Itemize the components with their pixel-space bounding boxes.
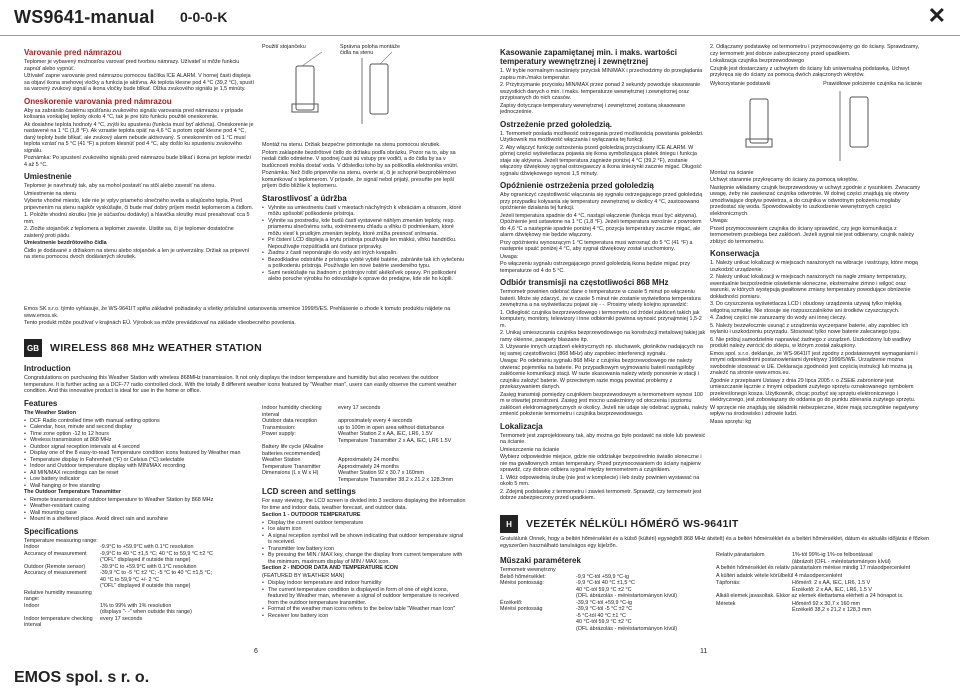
- paragraph: Montáž na stenu. Držiak bezpečne primontujte na stenu pomocou skrutiek.: [262, 142, 441, 148]
- heading: Opóźnienie ostrzeżenia przed gołoledzią: [500, 181, 654, 190]
- list-item: • The current temperature condition is displayed in form of one of eight icons, featured by Weather man, whenever a signal of outdoor temperature is received from the outdoor temperature transmitter.: [262, 587, 468, 607]
- paragraph: Montaż na ścianie: [710, 169, 754, 176]
- paragraph: For easy viewing, the LCD screen is divided into 3 sections displaying the information for time and indoor data, weather forecast, and outdoor data.: [262, 498, 466, 511]
- list-item: • Display the current outdoor temperature: [262, 520, 468, 527]
- hu-left-column: [500, 552, 712, 648]
- paragraph: Uwaga:: [710, 218, 729, 224]
- list-item: • Format of the weather man icons refers to the below table "Weather man Icon": [262, 606, 468, 613]
- paragraph: Po włączeniu sygnału ostrzegającego przed gołoledzią ikona będzie migać przy temperaturze od 4 do 5 °C.: [500, 261, 690, 274]
- heading: Introduction: [24, 364, 71, 373]
- list-item: • Vyhnite sa umiestneniu častí v miestach náchylných k vibráciám a otrasom, ktoré môžu spôsobiť poškodenie prístroja.: [262, 205, 466, 218]
- page-number: 6: [254, 648, 258, 655]
- paragraph: Poznámka: Než čidlo pripevníte na stenu, overte si, či je schopné bezproblémovo komunikovať s teplomerom. V prípade, že signál nebol prijatý, presuňte pre lepší príjem čidlo bližšie k teplomeru.: [262, 170, 457, 189]
- spec-cell: 1%-tól 99%-ig 1%-os felbontással: [792, 552, 873, 558]
- paragraph: Przed przymocowaniem czujnika do ściany sprawdzić, czy jego komunikacja z termometrem przebiega bez zakłóceń. Jeżeli sygnał nie jest odbierany, czujnik należy zbliżyć do termometru.: [710, 225, 914, 245]
- paragraph: Lokalizacja czujnika bezprzewodowego: [710, 58, 805, 64]
- paragraph: 2. Unikaj umieszczania czujnika bezprzewodowego na konstrukcji metalowej takiej jak ramy okienne, parapety blaszane itp.: [500, 330, 706, 343]
- list-item: • Transmitter low battery icon: [262, 546, 468, 553]
- sk-column: [24, 44, 254, 334]
- care-list: [262, 205, 466, 283]
- heading: Umiestnenie: [24, 172, 72, 181]
- stand-figure: [262, 44, 458, 134]
- paragraph: Jeżeli temperatura spadnie do 4 °C, nastąpi włączenie (funkcja musi być aktywna). Opóźnienie jest ustawione na 1 °C (1,8 °F). Jeżeli temperatura wzrośnie z powrotem do 4,6 °C a następnie spadnie poniżej 4 °C, pozycja temperatury zacznie migać, ale alarm dźwiękowy nie będzie włączony.: [500, 212, 702, 238]
- paragraph: Teplomer je vybavený možnosťou varovať pred tvorbou námrazy. Užívateľ si môže funkciu zapnúť alebo vypnúť.: [24, 59, 240, 72]
- list-item: • Time zone option -12 to 12 hours: [24, 431, 256, 438]
- paragraph: Zapisy dotyczące temperatury wewnętrznej i zewnętrznej zostaną skasowane jednocześnie.: [500, 102, 686, 115]
- manual-title: WS9641-manual: [14, 7, 155, 27]
- list-item: • Vyhnite sa prostrediu, kde budú časti vystavené náhlym zmenám teploty, resp. priamemu slnečnému svitu, extrémnemu chladu a vlhku či podmienkam, ktoré môžu viesť k prudkým zmenám teploty, ktoré znížia presnosť snímania.: [262, 218, 466, 238]
- paragraph: Uchwyt starannie przykręcamy do ściany za pomocą wkrętów.: [710, 177, 858, 183]
- spec-cell: Mérési pontosság:: [500, 580, 545, 586]
- spec-cell: Mérési pontosság: [500, 606, 543, 612]
- spec-cell: (OFL ábrázolás - méréstartományon kívül): [576, 625, 678, 632]
- hu-right-column: [716, 552, 932, 648]
- paragraph: Następnie wkładamy czujnik bezprzewodowy w uchwyt zgodnie z rysunkiem. Zwracamy uwagę, żeby nie zawieszać czujnika odwrotnie. W dolnej części znajdują się otwory umożliwiające dopływ powietrza, a do czujnika w odwrotnym położeniu mogłaby przedostać się woda. Spowodowałoby to uszkodzenie wewnętrznych części elektronicznych.: [710, 184, 921, 217]
- feature-list: [24, 418, 256, 490]
- spec-row: [24, 616, 256, 629]
- paragraph: Umiestnenie bezdrôtového čidla: [24, 240, 107, 246]
- figure-label: Wykorzystanie podstawki: [710, 80, 771, 87]
- paragraph: 2. Przytrzymanie przycisku MIN/MAX przez ponad 2 sekundy powoduje skasowanie wszystkich danych o min. i maks. temperaturze wewnętrznej i zewnętrznej oraz przypisanych do nich czasów.: [500, 82, 701, 101]
- spec-cell: Temperature Transmitter 2 x AA, IEC, LR6 1.5V: [338, 437, 452, 444]
- paragraph: Termometr jest zaprojektowany tak, aby można go było postawić na stole lub powiesić na ścianie.: [500, 432, 706, 445]
- pl-right-column: [710, 44, 922, 512]
- spec-table: [24, 538, 256, 629]
- manual-code: 0-0-0-K: [180, 9, 228, 25]
- list-item: • Wall hanging or free standing: [24, 483, 256, 490]
- paragraph: Uwaga:: [500, 253, 519, 260]
- spec-cell: approximately every 4 seconds: [338, 418, 413, 424]
- spec-cell: Érzékelő: 2 x AA, IEC, LR6, 1.5 V: [792, 586, 872, 593]
- subheading: Section 2 - INDOOR DATA AND TEMPERATURE ICON: [262, 565, 398, 571]
- sensor-drawing-icon: [262, 44, 458, 134]
- paragraph: Ak dosiahne teplota hodnoty 4 °C, zvýši ku spusteniu (funkcia musí byť aktívna). Oneskorenie je nastavené na 1 °C (1,8 °F). Ak vzrastie teplota opäť na 4,6 °C a potom opäť klesne pod 4 °C, daný teploty bude blikať, ale zvukový alarm nebude aktivovaný. S oneskorením od 1 °C musí teplota vzrásť na 5 °C (41 °F) a potom klesnúť pod 4 °C, aby došlo ku spusteniu zvukového signálu.: [24, 121, 254, 154]
- list-item: • Wall mounting case: [24, 510, 256, 517]
- paragraph: 2. Aby włączyć funkcję ostrzeżenia przed gołoledzią przyciskamy ICE ALARM. W górnej części wyświetlacza pojawia się ikona symbolizująca płatek śniegu i funkcja staje się aktywna. Jeżeli temperatura zagnieże poniżej 4 °C (39,2 °F), zostanie włączony dźwiękowy sygnał ostrzegawczy a ikona śnieżynki zacznie migać. Długość sygnału dźwiękowego wynosi 1,5 minuty.: [500, 144, 702, 177]
- paragraph: W sprzęcie nie znajdują się składniki niebezpieczne, które mają szczególnie negatywny wpływ na środowisko i zdrowie ludzi.: [710, 404, 919, 417]
- spec-cell: -39,9 °C-tól +59,9 °C-ig: [576, 599, 632, 606]
- section1-list: [262, 520, 468, 566]
- spec-cell: Temperature measuring range:: [24, 537, 98, 544]
- spec-cell: Indoor: [24, 544, 40, 550]
- paragraph: 2. Zložte stojanček z teplomera a teplomer zaveste. Uistite sa, či je teplomer dostatočne zaistený proti pádu.: [24, 226, 234, 239]
- heading: Features: [24, 399, 58, 408]
- list-item: • Ice alarm icon: [262, 526, 468, 533]
- paragraph: 1. Položte vhodnú skrutku (nie je súčasťou dodávky) a hlavička skrutky musí presahovať cca 5 mm.: [24, 212, 250, 225]
- spec-cell: (ábrázolt (OFL - méréstartományon kívül): [792, 558, 891, 565]
- paragraph: Potom zaklapnite bezdrôtové čidlo do držiaku podľa obrázku. Pozor na to, aby sa nedali čidlo odmietne. V spodnej časti sú vstupy pre vodiči, a do čidla by sa v budúcnosti mohla dostať voda. V dôsledku toho by sa poškodila elektronika vnútri.: [262, 149, 459, 169]
- spec-cell: [262, 477, 338, 484]
- paragraph: 2. Zdejmij podstawkę z termometru i zawieś termometr. Sprawdź, czy termometr jest dobrze zabezpieczony przed upadkiem.: [500, 488, 702, 501]
- paragraph: Alkáli elemek javasoltak. Ekkor az elemek élettartama elérheti a 24 hónapot is.: [716, 593, 904, 599]
- paragraph: 4. Żadnej części nie zanurzamy do wody ani innej cieczy.: [710, 315, 847, 321]
- spec-row: [262, 444, 468, 457]
- list-item: • A signal reception symbol will be shown indicating that outdoor temperature signal is received.: [262, 533, 468, 546]
- spec-cell: Transmission:: [262, 424, 296, 431]
- paragraph: 2. Odłączamy podstawkę od termometru i przymocowujemy go do ściany. Sprawdzamy, czy termometr jest dobrze zabezpieczony przed upadkiem.: [710, 44, 920, 57]
- list-item: • Display indoor temperature and indoor humidity: [262, 580, 468, 587]
- spec-cell: Battery life cycle (Alkaline batteries recommended): [262, 444, 324, 457]
- heading: LCD screen and settings: [262, 487, 356, 496]
- paragraph: Tento produkt môže používať v krajinách EÚ. Výrobok sa môže prevádzkovať na základe všeobecného povolenia.: [24, 320, 296, 326]
- gb-specs-column: [262, 405, 468, 645]
- paragraph: Zgodnie z przepisami Ustawy z dnia 29 lipca 2005 r. o ZSEiE zabronione jest umieszczanie łącznie z innymi odpadami zużytego sprzętu oznakowanego symbolem przekreślonego kosza. Użytkownik, chcąc pozbyć się sprzętu elektronicznego i elektrycznego, jest zobowiązany do oddania go do punktu zbierania zużytego sprzętu.: [710, 377, 916, 403]
- spec-cell: every 17 seconds: [338, 405, 381, 411]
- paragraph: (FEATURED BY WEATHER MAN): [262, 572, 345, 579]
- spec-cell: Power supply:: [262, 431, 296, 437]
- paragraph: Poznámka: Po spustení zvukového signálu pred námrazou bude blikať i ikona pri teplote medzi 4 až 5 °C.: [24, 155, 251, 168]
- paragraph: Vyberte vhodné miesto, kde nie je vplyv priameho slnečného svetla a silajúceho tepla. Pred pripevnením na stenu najskôr vyskúšajte, či bude mať dobrý príjem medzi teplomerom a čidlom.: [24, 198, 254, 211]
- spec-cell: -5 °C-tól 40 °C ±1 °C: [576, 612, 626, 619]
- heading: Specifications: [24, 526, 79, 536]
- spec-cell: Relatív páratartalom: [716, 552, 765, 558]
- paragraph: Masa sprzętu: kg: [710, 418, 752, 425]
- spec-cell: Hőmérő 92 x 30,7 x 160 mm: [792, 600, 861, 607]
- paragraph: A beltéri hőmérséklet és relatív páratartalom mérése mindig 17 másodpercenként: [716, 565, 911, 571]
- spec-cell: Temperature Transmitter 38.2 x 21.2 x 128.3mm: [338, 476, 454, 483]
- spec-table: [262, 405, 468, 483]
- spec-cell: Belső hőmérséklet:: [500, 573, 546, 580]
- spec-cell: Indoor temperature checking interval: [24, 615, 93, 628]
- paragraph: Emos spol. s.r.o. deklaruje, że WS-9641IT jest zgodny z podstawowymi wymaganiami i innymi odpowiednimi postanowieniami dyrektywy 1999/5/WE. Urządzenie można swobodnie stosować w UE. Deklaracja zgodności jest częścią instrukcji lub można ją znaleźć na stronie www.emos.eu.: [710, 350, 918, 376]
- paragraph: 1. Należy unikać lokalizacji w miejscach narażonych na wibracje i wstrząsy, które mogą uszkodzić urządzenie.: [710, 260, 918, 273]
- paragraph: 5. Należy bezzwłocznie usunąć z urządzenia wyczerpane baterie, aby zapobiec ich wylaniu i uszkodzeniu przyrządu. Stosować tylko nowe baterie zalecanego typu.: [710, 322, 909, 335]
- list-item: • Pri čistení LCD displeja a krytu prístroja používajte len mäkkú, vlhkú handričku. Nepoužívajte rozpúšťadlá ani čistiace prípravky.: [262, 237, 466, 250]
- paragraph: Czujnik jest dostarczany z uchwytem do ściany lub uniwersalną podstawką. Uchwyt przykręca się do ściany za pomocą dwóch załączonych wkrętów.: [710, 65, 910, 78]
- spec-cell: Termometr wewnętrzny: [500, 567, 556, 573]
- list-item: • Bezodkladne odstráňte z prístroja vybité vybité batérie, zabránite tak ich vytečeniu a poškodeniu prístroja. Používajte len nové batérie uvedeného typu.: [262, 257, 466, 270]
- spec-cell: Relative humidity measuring range:: [24, 589, 92, 602]
- gb-intro: [24, 360, 464, 394]
- paragraph: Umiestnenie na stenu: [24, 190, 77, 197]
- list-item: • DCF Radio controlled time with manual setting options: [24, 418, 256, 425]
- spec-cell: Weather Station 92 x 30.7 x 160mm: [338, 470, 424, 476]
- spec-cell: every 17 seconds: [100, 615, 143, 622]
- paragraph: Teplomer je navrhnutý tak, aby sa mohol postaviť na stôl alebo zavesiť na stenu.: [24, 183, 216, 189]
- spec-cell: [716, 607, 792, 614]
- spec-row: [716, 607, 932, 614]
- spec-row: [24, 590, 256, 603]
- paragraph: 1. Odległość czujnika bezprzewodowego i termometru od źródeł zakłóceń takich jak komputery, monitory, telewizory i inne odbiorniki powinna wynosić przynajmniej 1,5-2 m.: [500, 309, 702, 329]
- spec-cell: Weather Station: [262, 457, 301, 463]
- figure-labels: [710, 81, 922, 88]
- transmitter-list: [24, 497, 256, 523]
- subheading: The Outdoor Temperature Transmitter: [24, 489, 121, 495]
- hu-title: VEZETÉK NÉLKÜLI HŐMÉRŐ WS-9641IT: [526, 518, 739, 530]
- heading: Ostrzeżenie przed gołoledzią.: [500, 119, 613, 129]
- spec-cell: Hőmérő: 2 x AA, IEC, LR6, 1.5 V: [792, 580, 871, 586]
- subheading: Section 1 - OUTDOOR TEMPERATURE: [262, 512, 361, 518]
- heading: Oneskorenie varovania pred námrazou: [24, 96, 172, 106]
- spec-cell: Accuracy of measurement: [24, 550, 87, 557]
- spec-cell: Outdoor data reception: [262, 418, 318, 424]
- spec-cell: -39.9°C to +59.9°C with 0.1°C resolution: [100, 563, 197, 570]
- spec-cell: 40 °C-tól 59,9 °C ±2 °C: [576, 586, 632, 593]
- gb-features-column: [24, 395, 256, 645]
- spec-cell: Méretek: [716, 600, 736, 607]
- paragraph: Aby ograniczyć częstotliwość włączania się sygnału ostrzegającego przed gołoledzią przy przypadku kołysania się temperatury zewnętrznej w okolicy 4 °C, zastosowano opóźnienie działania tej funkcji.: [500, 192, 703, 211]
- spec-cell: -9,9 °C-tól 40 °C ±1,5 °C: [576, 580, 635, 586]
- spec-row: [262, 405, 468, 418]
- section2-list: [262, 580, 468, 619]
- gb-section-banner: [24, 339, 464, 357]
- spec-cell: Indoor humidity checking interval: [262, 405, 322, 418]
- paragraph: 3. Używanie innych urządzeń elektrycznych np. słuchawek, głośników nadających na tej samej częstotliwości (868 MHz) aby zapobiec interferencji sygnału.: [500, 344, 703, 357]
- spec-cell: 1% to 99% with 1% resolution: [100, 602, 172, 609]
- spec-cell: Érzékelő 38,2 x 21,2 x 128,3 mm: [792, 607, 871, 613]
- spec-cell: Érzékelő:: [500, 599, 523, 606]
- list-item: • Wireless transmission at 868 MHz: [24, 437, 256, 444]
- sensor-drawing-icon: [710, 89, 922, 167]
- paragraph: Termometr powinien odebrać dane o temperaturze w czasie 5 minut po włączeniu baterii. Może się zdarzyć, że w czasie 5 minut nie zostanie wyświetlona temperatura zewnętrzna a na wyświetlaczu pojawi się - -. Prosimy wtedy kolejno sprawdzić:: [500, 289, 701, 308]
- heading: Varovanie pred námrazou: [24, 48, 122, 57]
- close-icon[interactable]: ✕: [927, 3, 946, 28]
- spec-cell: -39,9 °C to -5 °C ±2 °C; -5 °C to 40 °C ±1,5 °C;: [100, 570, 213, 576]
- page-number: 11: [700, 648, 708, 655]
- spec-cell: Accuracy of measurement: [24, 570, 87, 576]
- paragraph: Užívateľ zapne varovanie pred námrazou pomocou tlačítka ICE ALARM. V hornej časti displeja sa objaví ikona snehovej vločky a funkcia je aktívna. Ak teplota klesne pod 4 °C (39,2 °C), spustí sa varovný zvukový signál a ikona vločky bude blikať. Dĺžka zvukového signálu je 1,5 minúty.: [24, 73, 254, 92]
- paragraph: Aby sa zabránilo častému spúšťaniu zvukového signálu varovania pred námrazou v prípade kolísania vonkajšej teploty okolo 4 °C, tak je pre túto funkciu použité oneskorenie.: [24, 107, 244, 120]
- figure-label: Použití stojančeku: [262, 44, 306, 50]
- sk-declaration: [24, 306, 464, 336]
- list-item: • Remote transmission of outdoor temperature to Weather Station by 868 MHz: [24, 497, 256, 504]
- list-item: • By pressing the MIN / MAX key, change the display from current temperature with the minimum, maximum display of MIN / MAX icon.: [262, 552, 468, 565]
- spec-cell: Indoor: [24, 602, 40, 609]
- paragraph: 1. Termometr posiada możliwość ostrzegania przed możliwością powstania gołoledzi. Użytkownik ma możliwość włączania i wyłączania tej funkcji.: [500, 130, 704, 143]
- paragraph: Zasięg transmisji pomiędzy czujnikiem bezprzewodowym a termometrem wynosi 100 m w otwartej przestrzeni. Zasięg jest mocno uzależniony od otoczenia i poziomu zakłóceń elektromagnetycznych w okolicy. Jeżeli nie udaje się odebrać sygnału, należy zmienić położenie termometru i czujnika bezprzewodowego.: [500, 391, 708, 417]
- heading: Kasowanie zapamiętanej min. i maks. wartości temperatury wewnętrznej i zewnętrznej: [500, 48, 677, 66]
- paragraph: Przy opóźnieniu wynoszącym 1 °C temperatura musi wzrosnąć do 5 °C (41 °F) a następnie spaść poniżej 4 °C, aby sygnał dźwiękowy został uruchomiony.: [500, 239, 693, 252]
- paragraph: Uwaga: Po odebraniu sygnału 868 MHz z czujnika bezprzewodowego nie należy otwierać pojemnika na baterie. Po przypadkowym wyjmowaniu baterii nastąpiłoby zakłócenie komunikacji stacji. W razie skasowania należy wtedy ponownie w stacji i czujniku założyć baterie. W przeciwnym razie mogą powstać problemy z przekazywaniem danych.: [500, 358, 699, 390]
- spec-cell: Approximately 24 months: [338, 463, 399, 470]
- list-item: • Sami neskúšajte na žiadnom z prístrojov robiť akékoľvek opravy. Pri poškodení alebo poruche výrobku ho odovzdajte k oprave do predajne, kde ste ho kúpili.: [262, 270, 466, 283]
- paragraph: Wybierz odpowiednie miejsce, gdzie nie oddziałuje bezpośrednio światło słoneczne i nie ma gwałtownych zmian temperatury. Przed przymocowaniem do ściany najpierw sprawdź, czy dobrze odbiera sygnał między termometrem a czujnikiem.: [500, 454, 702, 473]
- list-item: • Display one of the 8 easy-to-read Temperature condition icons featured by Weather man: [24, 450, 256, 457]
- pl-column: [500, 44, 708, 512]
- spec-cell: -9,9 °C-tól +59,9 °C-ig: [576, 573, 629, 580]
- paragraph: 2. Należy unikać lokalizacji w miejscach narażonych na nagłe zmiany temperatury, ewentualnie bezpośrednie oświetlenie słoneczne, ekstremalne zimno i wilgoć oraz warunki, w których występują gwałtowne zmiany temperatury powodujące obniżenie dokładności pomiaru.: [710, 274, 911, 300]
- figure-label: Správna poloha montáže čidla na stenu: [340, 44, 400, 56]
- spec-cell: Temperature Transmitter: [262, 463, 321, 470]
- paragraph: Gratulálunk Önnek, hogy a beltéri hőmérséklet és a külső (kültéri) egységből 868 MHz átvitelt) és a beltéri hőmérséklet és a beltéri hőmérséklet, dátum és aktuális időjárás é főzken egyszerűen használható tanulságos egy kijelzőn.: [500, 536, 930, 549]
- spec-cell: ("OFL" displayed if outside this range): [100, 557, 191, 563]
- heading: Lokalizacja: [500, 421, 543, 431]
- gb-badge: GB: [24, 339, 42, 357]
- heading: Starostlivosť a údržba: [262, 193, 347, 203]
- heading: Konserwacja: [710, 249, 760, 258]
- list-item: • Outdoor signal reception intervals at 4 second: [24, 444, 256, 451]
- spec-cell: Weather Station 2 x AA, IEC, LR6, 1.5V: [338, 431, 433, 437]
- spec-cell: (OFL ábrázolás - méréstartományon kívül): [576, 593, 678, 599]
- gb-title: WIRELESS 868 MHz WEATHER STATION: [50, 342, 263, 354]
- spec-cell: [500, 626, 576, 633]
- paragraph: Emos SK s.r.o. týmto vyhlasuje, že WS-9641IT spĺňa základné požiadavky a všetky príslušné ustanovenia smernice 1999/5/ES. Prehlásenie o zhode k tomuto produktu nájdete na www.emos.sk.: [24, 306, 451, 319]
- paragraph: 6. Nie próbuj samodzielnie naprawiać żadnego z urządzeń. Uszkodzony lub wadliwy produkt należy zwrócić do sklepu, w którym został zakupiony.: [710, 336, 912, 349]
- spec-cell: Outdoor (Remote sensor): [24, 563, 86, 570]
- hu-badge: H: [500, 515, 518, 533]
- spec-cell: Tápforrás:: [716, 580, 741, 586]
- list-item: • Calendar, hour, minute and second display: [24, 424, 256, 431]
- spec-cell: Approximately 24 months: [338, 457, 399, 463]
- figure-label: Prawidłowe położenie czujnika na ścianie: [823, 80, 922, 87]
- footer-company: EMOS spol. s r. o.: [14, 669, 150, 686]
- paragraph: 1. Włóż odpowiednią śrubę (nie jest w komplecie) i łeb śruby powinien wystawać na około 5 mm.: [500, 474, 700, 487]
- list-item: • All MIN/MAX recordings can be reset: [24, 470, 256, 477]
- spec-cell: -9,9°C to 40 °C ±1,5 °C; 40 °C to 59,9 °C ±2 °C: [100, 550, 213, 557]
- list-item: • Mount in a sheltered place. Avoid direct rain and sunshine: [24, 516, 256, 523]
- heading: Odbiór transmisji na częstotliwości 868 MHz: [500, 278, 669, 287]
- spec-row: [500, 626, 712, 633]
- spec-cell: up to 100m in open area without disturbance: [338, 424, 445, 431]
- spec-cell: 40 °C-tól 59,9 °C ±2 °C: [576, 619, 632, 625]
- paragraph: A kültéri adatok vétele körülbelül 4 másodpercenként: [716, 572, 843, 579]
- subheading: The Weather Station: [24, 410, 77, 416]
- list-item: • Indoor and Outdoor temperature display with MIN/MAX recording: [24, 463, 256, 470]
- spec-cell: -39,9 °C-tól -5 °C ±2 °C: [576, 606, 633, 612]
- hu-section-banner: [500, 515, 930, 533]
- spec-cell: ("OFL" displayed if outside this range): [100, 583, 191, 589]
- list-item: • Receiver low battery icon: [262, 613, 468, 620]
- paragraph: Umieszczenie na ścianie: [500, 446, 560, 453]
- spec-row: [262, 477, 468, 484]
- paragraph: 1. W trybie normalnym naciśnięty przycisk MIN/MAX i przechodzimy do przeglądania zapisu min./maks temperatur.: [500, 68, 703, 81]
- hu-intro: [500, 536, 930, 552]
- heading: Műszaki paraméterek: [500, 556, 581, 565]
- paragraph: 3. Do czyszczenia wyświetlacza LCD i obudowy urządzenia używaj tylko miękką wilgotną szmatkę. Nie stosuje się rozpuszczalników ani środków czyszczących.: [710, 301, 902, 314]
- list-item: • Žiadnu z častí neponárajte do vody ani iných kvapalín.: [262, 250, 466, 257]
- paragraph: Čidlo je dodávané s držiakom na stenu alebo stojanček a len je univerzálny. Držiak sa pripevní na stenu pomocou dvoch dodávaných skrutiek.: [24, 247, 250, 260]
- spec-cell: (displays "- -" when outside this range): [100, 609, 192, 615]
- list-item: • Low battery indicator: [24, 476, 256, 483]
- list-item: • Weather-resistant casing: [24, 503, 256, 510]
- paragraph: Congratulations on purchasing this Weather Station with wireless 868MHz transmission. It not only displays the indoor temperature and humidity but also receives the outdoor temperature. It is further acting as a DCF-77 radio controlled clock. With the totally 8 different weather icons featured by "Weather man", users can easily observe the current weather condition. And this innovative product is ideal for use in the home or office.: [24, 375, 457, 394]
- list-item: • Temperature display in Fahrenheit (°F) or Celsius (°C) selectable: [24, 457, 256, 464]
- spec-cell: 40 °C to 59,9 °C +/- 2 °C: [100, 576, 160, 583]
- spec-cell: Dimensions (L x W x H): [262, 470, 319, 476]
- spec-cell: -9.9°C to +59.9°C with 0.1°C resolution: [100, 544, 194, 550]
- manual-header: [0, 0, 960, 36]
